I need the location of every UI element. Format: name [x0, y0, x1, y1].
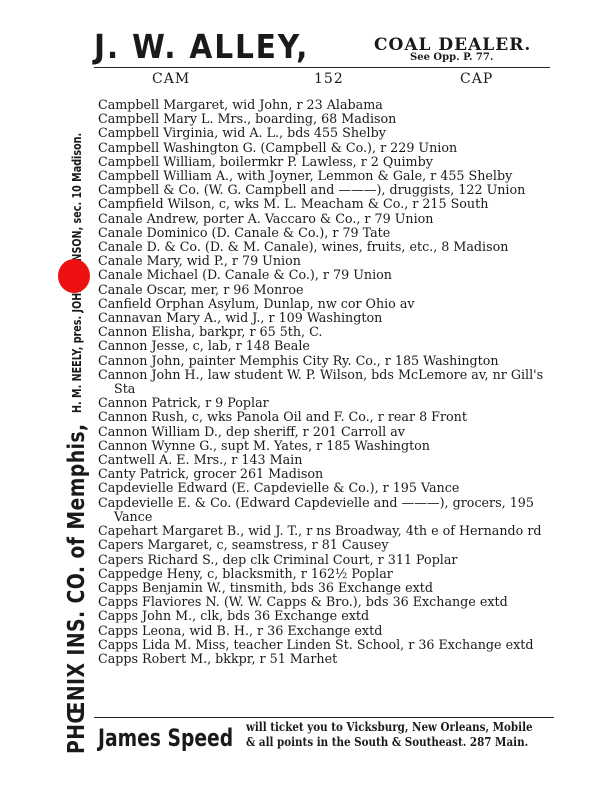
directory-entry: Capdevielle Edward (E. Capdevielle & Co.), r 195 Vance — [98, 480, 460, 496]
directory-entry: Cannon Elisha, barkpr, r 65 5th, C. — [98, 324, 323, 340]
directory-entry: Campbell Virginia, wid A. L., bds 455 Shelby — [98, 125, 386, 141]
directory-entry: Canale Dominico (D. Canale & Co.), r 79 Tate — [98, 224, 391, 240]
footer-advertiser-name: James Speed — [98, 724, 234, 752]
directory-entries — [98, 98, 554, 666]
directory-entry: Cannon Patrick, r 9 Poplar — [98, 395, 269, 411]
directory-entry: Cannon John, painter Memphis City Ry. Co., r 185 Washington — [98, 352, 499, 368]
directory-entry: Capps Leona, wid B. H., r 36 Exchange extd — [98, 622, 383, 638]
directory-entry: Canale Oscar, mer, r 96 Monroe — [98, 281, 304, 297]
running-head-right: CAP — [460, 71, 494, 87]
directory-entry: Capdevielle E. & Co. (Edward Capdevielle and ———), grocers, 195 Vance — [98, 494, 534, 524]
directory-entry: Cannon John H., law student W. P. Wilson, bds McLemore av, nr Gill's Sta — [98, 366, 544, 397]
directory-entry: Capps Flaviores N. (W. W. Capps & Bro.), bds 36 Exchange extd — [98, 594, 508, 610]
directory-entry: Canale D. & Co. (D. & M. Canale), wines, fruits, etc., 8 Madison — [98, 239, 509, 255]
page-number: 152 — [314, 71, 344, 87]
directory-entry: Cannon Jesse, c, lab, r 148 Beale — [98, 338, 310, 354]
directory-entry: Campbell & Co. (W. G. Campbell and ———), druggists, 122 Union — [98, 182, 526, 198]
footer-ad-line-1: will ticket you to Vicksburg, New Orleans, Mobile — [246, 720, 533, 734]
directory-entry: Campfield Wilson, c, wks M. L. Meacham & Co., r 215 South — [98, 196, 489, 212]
footer-ad-line-2: & all points in the South & Southeast. 287 Main. — [246, 735, 529, 749]
side-ad-company: PHŒNIX INS. CO. of Memphis, — [64, 423, 90, 754]
red-stamp-mark — [58, 259, 90, 293]
header-advertiser-name: J. W. ALLEY, — [94, 27, 310, 66]
directory-entry: Cantwell A. E. Mrs., r 143 Main — [98, 452, 303, 468]
directory-entry: Capers Margaret, c, seamstress, r 81 Causey — [98, 537, 389, 553]
directory-entry: Canfield Orphan Asylum, Dunlap, nw cor Ohio av — [98, 295, 415, 311]
directory-entry: Campbell Washington G. (Campbell & Co.), r 229 Union — [98, 139, 458, 155]
directory-entry: Campbell William A., with Joyner, Lemmon & Gale, r 455 Shelby — [98, 168, 513, 184]
directory-entry: Cappedge Heny, c, blacksmith, r 162½ Poplar — [98, 565, 393, 581]
directory-entry: Cannon Rush, c, wks Panola Oil and F. Co., r rear 8 Front — [98, 409, 467, 425]
directory-entry: Canale Andrew, porter A. Vaccaro & Co., r 79 Union — [98, 210, 434, 226]
directory-entry: Campbell Margaret, wid John, r 23 Alabama — [98, 97, 383, 112]
directory-entry: Canty Patrick, grocer 261 Madison — [98, 466, 324, 482]
directory-entry: Cannavan Mary A., wid J., r 109 Washington — [98, 310, 383, 326]
header-divider — [94, 67, 550, 68]
directory-entry: Canale Mary, wid P., r 79 Union — [98, 253, 301, 269]
running-head-left: CAM — [152, 71, 191, 87]
directory-entry: Campbell William, boilermkr P. Lawless, r 2 Quimby — [98, 153, 433, 169]
directory-entry: Canale Michael (D. Canale & Co.), r 79 Union — [98, 267, 392, 283]
directory-entry: Capps Lida M. Miss, teacher Linden St. School, r 36 Exchange extd — [98, 636, 534, 652]
directory-entry: Capps Robert M., bkkpr, r 51 Marhet — [98, 650, 338, 666]
directory-entry: Capers Richard S., dep clk Criminal Court, r 311 Poplar — [98, 551, 458, 567]
header-page-reference: See Opp. P. 77. — [410, 52, 494, 63]
directory-entry: Capps Benjamin W., tinsmith, bds 36 Exchange extd — [98, 579, 433, 595]
directory-entry: Campbell Mary L. Mrs., boarding, 68 Madison — [98, 111, 397, 127]
footer-divider — [94, 717, 554, 718]
side-advertisement — [62, 34, 92, 754]
directory-entry: Cannon William D., dep sheriff, r 201 Carroll av — [98, 423, 405, 439]
directory-entry: Capehart Margaret B., wid J. T., r ns Broadway, 4th e of Hernando rd — [98, 523, 542, 539]
header-trade: COAL DEALER. — [374, 35, 532, 55]
directory-entry: Cannon Wynne G., supt M. Yates, r 185 Washington — [98, 437, 430, 453]
directory-entry: Capps John M., clk, bds 36 Exchange extd — [98, 608, 370, 624]
